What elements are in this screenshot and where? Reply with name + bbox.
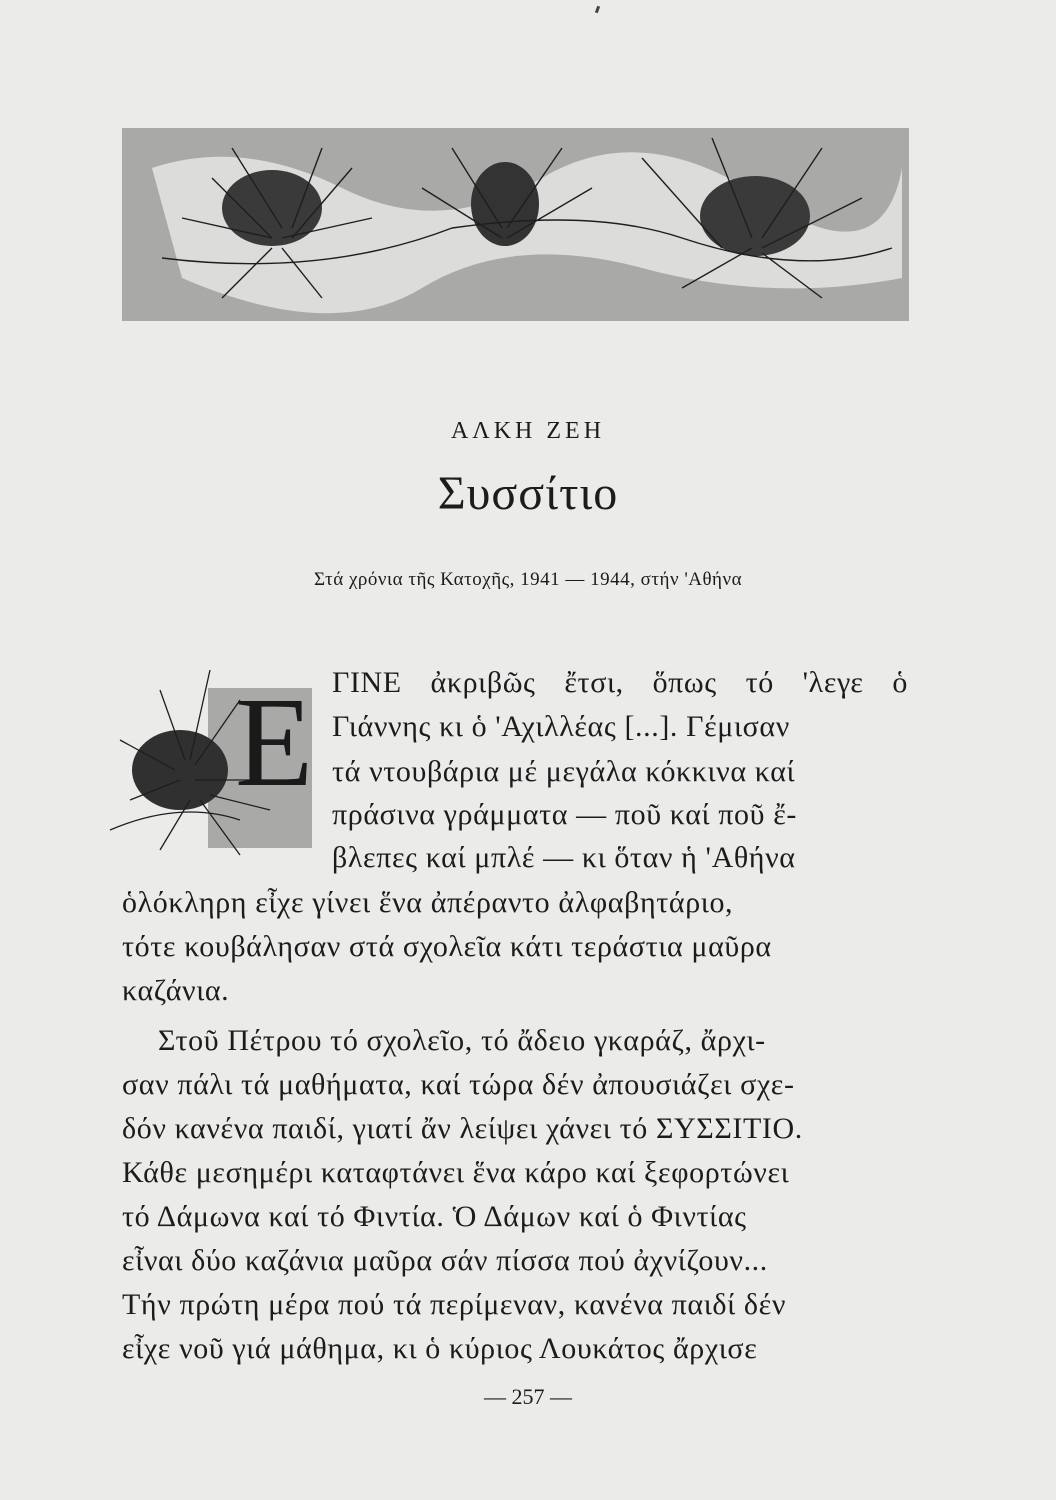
body-line: Γιάννης κι ὁ 'Αχιλλέας [...]. Γέμισαν [332,710,790,743]
body-line: Κάθε μεσημέρι καταφτάνει ἕνα κάρο καί ξεφορτώνει [122,1156,790,1189]
body-line: βλεπες καί μπλέ — κι ὅταν ἡ 'Αθήνα [332,841,796,874]
body-line: Τήν πρώτη μέρα πού τά περίμεναν, κανένα παιδί δέν [122,1288,786,1321]
body-line: τά ντουβάρια μέ μεγάλα κόκκινα καί [332,755,796,788]
body-line: καζάνια. [122,974,230,1007]
body-line: τότε κουβάλησαν στά σχολεῖα κάτι τεράστια μαῦρα [122,930,772,963]
body-line: δόν κανένα παιδί, γιατί ἄν λείψει χάνει τό ΣΥΣΣΙΤΙΟ. [122,1112,803,1145]
body-line: ὁλόκληρη εἶχε γίνει ἕνα ἀπέραντο ἀλφαβητάριο, [122,886,734,919]
body-line: τό Δάμωνα καί τό Φιντία. Ὁ Δάμων καί ὁ Φιντίας [122,1200,747,1233]
body-line: Στοῦ Πέτρου τό σχολεῖο, τό ἄδειο γκαράζ, ἄρχι- [158,1024,766,1057]
body-line: εἶναι δύο καζάνια μαῦρα σάν πίσσα πού ἀχνίζουν... [122,1244,768,1277]
stray-ink-mark [595,6,600,14]
body-line: πράσινα γράμματα — ποῦ καί ποῦ ἔ- [332,798,797,831]
pine-cone-illustration-banner [122,128,909,321]
page-number: — 257 — [484,1384,572,1409]
body-line: ΓΙΝΕ ἀκριβῶς ἔτσι, ὅπως τό 'λεγε ὁ [332,666,908,699]
body-line: σαν πάλι τά μαθήματα, καί τώρα δέν ἀπουσιάζει σχε- [122,1068,795,1101]
pine-branch-icon [122,128,909,321]
body-line: εἶχε νοῦ γιά μάθημα, κι ὁ κύριος Λουκάτος ἄρχισε [122,1332,758,1365]
author-name: ΑΛΚΗ ΖΕΗ [450,418,606,444]
story-title: Συσσίτιο [437,467,619,520]
drop-cap-letter: Ε [235,671,314,813]
story-subtitle: Στά χρόνια τῆς Κατοχῆς, 1941 — 1944, στήν 'Αθήνα [313,569,743,590]
